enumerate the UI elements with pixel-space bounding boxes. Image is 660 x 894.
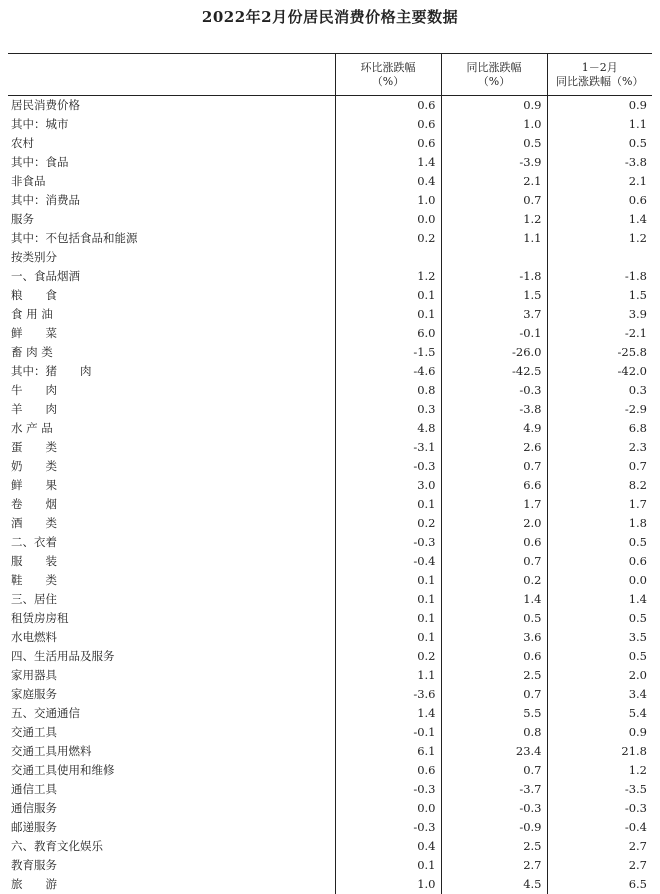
cell-mom: 0.8 <box>335 381 441 400</box>
row-label: 家庭服务 <box>8 685 335 704</box>
header-yoy-line2: （%） <box>442 75 547 89</box>
table-row <box>8 666 652 685</box>
header-ytd <box>547 54 652 96</box>
table-row <box>8 742 652 761</box>
table-row <box>8 723 652 742</box>
cell-mom: 1.0 <box>335 191 441 210</box>
cell-yoy: 1.4 <box>441 590 547 609</box>
row-label: 交通工具 <box>8 723 335 742</box>
cell-mom: 0.2 <box>335 647 441 666</box>
table-row <box>8 362 652 381</box>
cell-mom: 0.1 <box>335 305 441 324</box>
cell-yoy: 0.2 <box>441 571 547 590</box>
cell-mom: 0.6 <box>335 96 441 116</box>
table-row <box>8 286 652 305</box>
row-label: 其中：城市 <box>8 115 335 134</box>
cell-yoy: 0.6 <box>441 533 547 552</box>
page-title: 2022年2月份居民消费价格主要数据 <box>0 6 660 27</box>
cell-mom: 1.4 <box>335 704 441 723</box>
cell-ytd: -3.8 <box>547 153 652 172</box>
table-row <box>8 875 652 894</box>
table-row <box>8 818 652 837</box>
cell-yoy: 2.7 <box>441 856 547 875</box>
table-row <box>8 172 652 191</box>
cell-ytd: -0.3 <box>547 799 652 818</box>
table-row <box>8 533 652 552</box>
row-label: 一、食品烟酒 <box>8 267 335 286</box>
cell-mom: -0.3 <box>335 533 441 552</box>
cell-mom: 1.2 <box>335 267 441 286</box>
cell-yoy: 0.6 <box>441 647 547 666</box>
cell-ytd: 2.7 <box>547 856 652 875</box>
cell-ytd: -42.0 <box>547 362 652 381</box>
table-row <box>8 191 652 210</box>
cell-yoy: 2.6 <box>441 438 547 457</box>
row-label: 家用器具 <box>8 666 335 685</box>
cell-mom: -0.1 <box>335 723 441 742</box>
cell-mom: 4.8 <box>335 419 441 438</box>
cell-mom: 6.0 <box>335 324 441 343</box>
table-row <box>8 153 652 172</box>
cell-mom: 0.1 <box>335 856 441 875</box>
cell-ytd: 0.6 <box>547 191 652 210</box>
row-label: 羊 肉 <box>8 400 335 419</box>
cell-mom: 0.6 <box>335 115 441 134</box>
table-row <box>8 761 652 780</box>
row-label: 其中：消费品 <box>8 191 335 210</box>
row-label: 四、生活用品及服务 <box>8 647 335 666</box>
table-row <box>8 96 652 116</box>
cell-yoy: 0.7 <box>441 191 547 210</box>
header-ytd-line2: 同比涨跌幅（%） <box>548 75 653 89</box>
row-label: 酒 类 <box>8 514 335 533</box>
table-row <box>8 856 652 875</box>
cell-mom: -0.3 <box>335 780 441 799</box>
row-label: 奶 类 <box>8 457 335 476</box>
cell-mom: -3.6 <box>335 685 441 704</box>
cell-yoy <box>441 248 547 267</box>
cell-yoy: 3.7 <box>441 305 547 324</box>
cell-yoy: 4.9 <box>441 419 547 438</box>
cell-yoy: 0.9 <box>441 96 547 116</box>
cell-ytd: 0.5 <box>547 647 652 666</box>
cell-yoy: -0.1 <box>441 324 547 343</box>
table-body <box>8 96 652 894</box>
cell-yoy: -0.9 <box>441 818 547 837</box>
row-label: 粮 食 <box>8 286 335 305</box>
row-label: 水 产 品 <box>8 419 335 438</box>
table-row <box>8 476 652 495</box>
cell-ytd: 0.5 <box>547 533 652 552</box>
cell-yoy: 2.1 <box>441 172 547 191</box>
cell-ytd: 1.4 <box>547 210 652 229</box>
cell-mom: 0.4 <box>335 837 441 856</box>
cell-ytd: 1.4 <box>547 590 652 609</box>
cell-mom: -3.1 <box>335 438 441 457</box>
cell-yoy: 0.7 <box>441 761 547 780</box>
cell-ytd: -1.8 <box>547 267 652 286</box>
cell-mom <box>335 248 441 267</box>
table-row <box>8 305 652 324</box>
cell-yoy: -3.8 <box>441 400 547 419</box>
row-label: 鲜 果 <box>8 476 335 495</box>
cell-yoy: -26.0 <box>441 343 547 362</box>
row-label: 交通工具用燃料 <box>8 742 335 761</box>
cell-ytd: 2.3 <box>547 438 652 457</box>
table-row <box>8 229 652 248</box>
cell-mom: 0.1 <box>335 590 441 609</box>
cell-mom: 0.1 <box>335 609 441 628</box>
cell-mom: 0.6 <box>335 134 441 153</box>
cell-mom: 6.1 <box>335 742 441 761</box>
cell-yoy: 0.7 <box>441 552 547 571</box>
cell-ytd: 1.5 <box>547 286 652 305</box>
cell-mom: 3.0 <box>335 476 441 495</box>
header-ytd-line1: 1－2月 <box>548 61 653 75</box>
cell-yoy: -42.5 <box>441 362 547 381</box>
row-label: 服 装 <box>8 552 335 571</box>
table-header-row <box>8 54 652 96</box>
cell-ytd: 1.7 <box>547 495 652 514</box>
table-row <box>8 400 652 419</box>
cell-mom: 0.0 <box>335 799 441 818</box>
cell-yoy: 2.0 <box>441 514 547 533</box>
table-row <box>8 780 652 799</box>
table-row <box>8 704 652 723</box>
cell-ytd: 0.5 <box>547 134 652 153</box>
cell-ytd: 0.6 <box>547 552 652 571</box>
cell-ytd: 21.8 <box>547 742 652 761</box>
cell-ytd: 2.7 <box>547 837 652 856</box>
table-row <box>8 495 652 514</box>
cell-ytd: 1.8 <box>547 514 652 533</box>
cell-ytd: 1.2 <box>547 229 652 248</box>
table-row <box>8 134 652 153</box>
cell-mom: -0.4 <box>335 552 441 571</box>
cell-ytd: 0.0 <box>547 571 652 590</box>
cell-mom: 1.1 <box>335 666 441 685</box>
cell-yoy: 1.1 <box>441 229 547 248</box>
cell-yoy: 23.4 <box>441 742 547 761</box>
cell-mom: 0.1 <box>335 286 441 305</box>
table-row <box>8 514 652 533</box>
cell-yoy: 1.5 <box>441 286 547 305</box>
header-blank <box>8 54 335 96</box>
table-row <box>8 419 652 438</box>
cell-mom: 0.1 <box>335 571 441 590</box>
row-label: 五、交通通信 <box>8 704 335 723</box>
table-row <box>8 799 652 818</box>
cell-ytd: -3.5 <box>547 780 652 799</box>
row-label: 其中：不包括食品和能源 <box>8 229 335 248</box>
cell-ytd: 0.7 <box>547 457 652 476</box>
cell-mom: 0.6 <box>335 761 441 780</box>
cell-mom: 1.4 <box>335 153 441 172</box>
cell-mom: 0.1 <box>335 628 441 647</box>
cell-mom: 0.4 <box>335 172 441 191</box>
row-label: 畜 肉 类 <box>8 343 335 362</box>
table-row <box>8 685 652 704</box>
cell-ytd: -0.4 <box>547 818 652 837</box>
row-label: 鞋 类 <box>8 571 335 590</box>
row-label: 鲜 菜 <box>8 324 335 343</box>
table-row <box>8 438 652 457</box>
cell-yoy: 1.0 <box>441 115 547 134</box>
table-row <box>8 571 652 590</box>
cell-ytd <box>547 248 652 267</box>
table-row <box>8 381 652 400</box>
table-row <box>8 115 652 134</box>
row-label: 租赁房房租 <box>8 609 335 628</box>
cell-yoy: 1.2 <box>441 210 547 229</box>
cell-ytd: 8.2 <box>547 476 652 495</box>
row-label: 交通工具使用和维修 <box>8 761 335 780</box>
cell-ytd: -2.1 <box>547 324 652 343</box>
row-label: 水电燃料 <box>8 628 335 647</box>
cell-ytd: -25.8 <box>547 343 652 362</box>
cell-ytd: 1.1 <box>547 115 652 134</box>
cell-yoy: 0.8 <box>441 723 547 742</box>
row-label: 三、居住 <box>8 590 335 609</box>
row-label: 食 用 油 <box>8 305 335 324</box>
row-label: 六、教育文化娱乐 <box>8 837 335 856</box>
table-row <box>8 609 652 628</box>
row-label: 二、衣着 <box>8 533 335 552</box>
row-label: 其中：食品 <box>8 153 335 172</box>
cell-yoy: -3.9 <box>441 153 547 172</box>
cell-ytd: 0.9 <box>547 723 652 742</box>
row-label: 通信工具 <box>8 780 335 799</box>
header-mom-line2: （%） <box>336 75 441 89</box>
cell-mom: 0.1 <box>335 495 441 514</box>
table-row <box>8 628 652 647</box>
row-label: 按类别分 <box>8 248 335 267</box>
cell-ytd: -2.9 <box>547 400 652 419</box>
table-row <box>8 590 652 609</box>
cell-yoy: 0.5 <box>441 609 547 628</box>
cell-mom: -4.6 <box>335 362 441 381</box>
cell-mom: -1.5 <box>335 343 441 362</box>
cell-mom: 0.3 <box>335 400 441 419</box>
cell-ytd: 6.5 <box>547 875 652 894</box>
header-mom-line1: 环比涨跌幅 <box>336 61 441 75</box>
table-row <box>8 552 652 571</box>
row-label: 蛋 类 <box>8 438 335 457</box>
cell-mom: 0.2 <box>335 514 441 533</box>
cell-yoy: 0.7 <box>441 457 547 476</box>
row-label: 服务 <box>8 210 335 229</box>
cell-ytd: 5.4 <box>547 704 652 723</box>
cell-mom: -0.3 <box>335 818 441 837</box>
cell-yoy: 3.6 <box>441 628 547 647</box>
cell-mom: 0.2 <box>335 229 441 248</box>
header-yoy <box>441 54 547 96</box>
row-label: 通信服务 <box>8 799 335 818</box>
row-label: 教育服务 <box>8 856 335 875</box>
table-row <box>8 248 652 267</box>
cell-mom: 0.0 <box>335 210 441 229</box>
cell-ytd: 2.1 <box>547 172 652 191</box>
cell-yoy: -3.7 <box>441 780 547 799</box>
row-label: 牛 肉 <box>8 381 335 400</box>
cell-ytd: 2.0 <box>547 666 652 685</box>
cell-yoy: 1.7 <box>441 495 547 514</box>
cell-mom: -0.3 <box>335 457 441 476</box>
table-row <box>8 647 652 666</box>
row-label: 居民消费价格 <box>8 96 335 116</box>
table-row <box>8 324 652 343</box>
row-label: 旅 游 <box>8 875 335 894</box>
cell-yoy: -1.8 <box>441 267 547 286</box>
header-yoy-line1: 同比涨跌幅 <box>442 61 547 75</box>
cell-ytd: 6.8 <box>547 419 652 438</box>
row-label: 非食品 <box>8 172 335 191</box>
header-mom <box>335 54 441 96</box>
cell-yoy: 2.5 <box>441 666 547 685</box>
row-label: 农村 <box>8 134 335 153</box>
cell-yoy: 5.5 <box>441 704 547 723</box>
row-label: 邮递服务 <box>8 818 335 837</box>
cell-yoy: 6.6 <box>441 476 547 495</box>
table-row <box>8 457 652 476</box>
cell-yoy: -0.3 <box>441 799 547 818</box>
cell-yoy: 0.5 <box>441 134 547 153</box>
cell-ytd: 1.2 <box>547 761 652 780</box>
cell-yoy: -0.3 <box>441 381 547 400</box>
cell-ytd: 3.4 <box>547 685 652 704</box>
table-row <box>8 343 652 362</box>
table-row <box>8 210 652 229</box>
row-label: 其中：猪 肉 <box>8 362 335 381</box>
cpi-data-table <box>8 53 652 894</box>
cell-yoy: 0.7 <box>441 685 547 704</box>
table-row <box>8 267 652 286</box>
cell-yoy: 2.5 <box>441 837 547 856</box>
row-label: 卷 烟 <box>8 495 335 514</box>
table-row <box>8 837 652 856</box>
cell-ytd: 0.3 <box>547 381 652 400</box>
cell-ytd: 0.9 <box>547 96 652 116</box>
cell-mom: 1.0 <box>335 875 441 894</box>
cell-ytd: 3.9 <box>547 305 652 324</box>
cell-yoy: 4.5 <box>441 875 547 894</box>
cell-ytd: 3.5 <box>547 628 652 647</box>
cell-ytd: 0.5 <box>547 609 652 628</box>
